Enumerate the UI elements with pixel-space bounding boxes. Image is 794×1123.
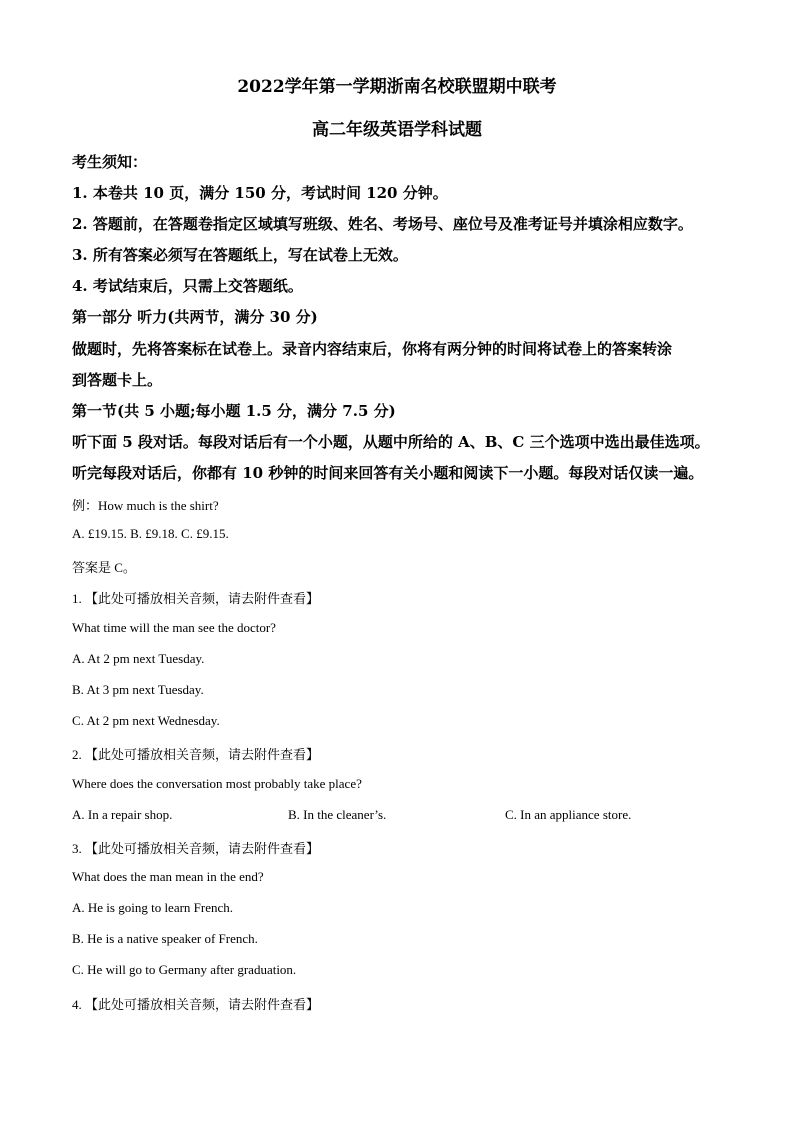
notice-item: 3. 所有答案必须写在答题纸上，写在试卷上无效。 — [72, 246, 408, 264]
option-a: A. At 2 pm next Tuesday. — [72, 651, 205, 666]
option-c: C. In an appliance store. — [505, 807, 632, 822]
notice-heading: 考生须知： — [72, 153, 148, 171]
option-a: A. In a repair shop. — [72, 807, 173, 822]
audio-note: 4. 【此处可播放相关音频，请去附件查看】 — [72, 997, 320, 1012]
audio-note: 3. 【此处可播放相关音频，请去附件查看】 — [72, 841, 320, 856]
option-c: C. He will go to Germany after graduation. — [72, 962, 297, 977]
notice-item: 4. 考试结束后，只需上交答题纸。 — [72, 277, 303, 295]
question-text: What time will the man see the doctor? — [72, 620, 276, 635]
notice-item: 2. 答题前，在答题卷指定区域填写班级、姓名、考场号、座位号及准考证号并填涂相应数字。 — [72, 215, 693, 233]
example-question: 例：How much is the shirt? — [72, 498, 219, 513]
example-options: A. £19.15. B. £9.18. C. £9.15. — [72, 526, 229, 541]
section1-instruction: 听下面 5 段对话。每段对话后有一个小题，从题中所给的 A、B、C 三个选项中选出最佳选项。 — [72, 433, 710, 451]
exam-title: 2022学年第一学期浙南名校联盟期中联考 — [237, 77, 557, 97]
option-b: B. At 3 pm next Tuesday. — [72, 682, 204, 697]
exam-subtitle: 高二年级英语学科试题 — [312, 120, 482, 140]
question-text: Where does the conversation most probably take place? — [72, 776, 362, 791]
notice-item: 1. 本卷共 10 页，满分 150 分，考试时间 120 分钟。 — [72, 184, 448, 202]
part1-heading: 第一部分 听力(共两节，满分 30 分) — [72, 308, 318, 326]
example-answer: 答案是 C。 — [72, 560, 136, 575]
option-b: B. In the cleaner’s. — [288, 807, 387, 822]
part1-instruction: 做题时，先将答案标在试卷上。录音内容结束后，你将有两分钟的时间将试卷上的答案转涂 — [72, 340, 673, 358]
question-text: What does the man mean in the end? — [72, 869, 264, 884]
option-b: B. He is a native speaker of French. — [72, 931, 258, 946]
section1-heading: 第一节(共 5 小题;每小题 1.5 分，满分 7.5 分) — [72, 402, 396, 420]
section1-instruction: 听完每段对话后，你都有 10 秒钟的时间来回答有关小题和阅读下一小题。每段对话仅读一遍。 — [72, 464, 704, 482]
audio-note: 1. 【此处可播放相关音频，请去附件查看】 — [72, 591, 320, 606]
option-a: A. He is going to learn French. — [72, 900, 234, 915]
audio-note: 2. 【此处可播放相关音频，请去附件查看】 — [72, 747, 320, 762]
part1-instruction: 到答题卡上。 — [72, 371, 163, 389]
option-c: C. At 2 pm next Wednesday. — [72, 713, 220, 728]
